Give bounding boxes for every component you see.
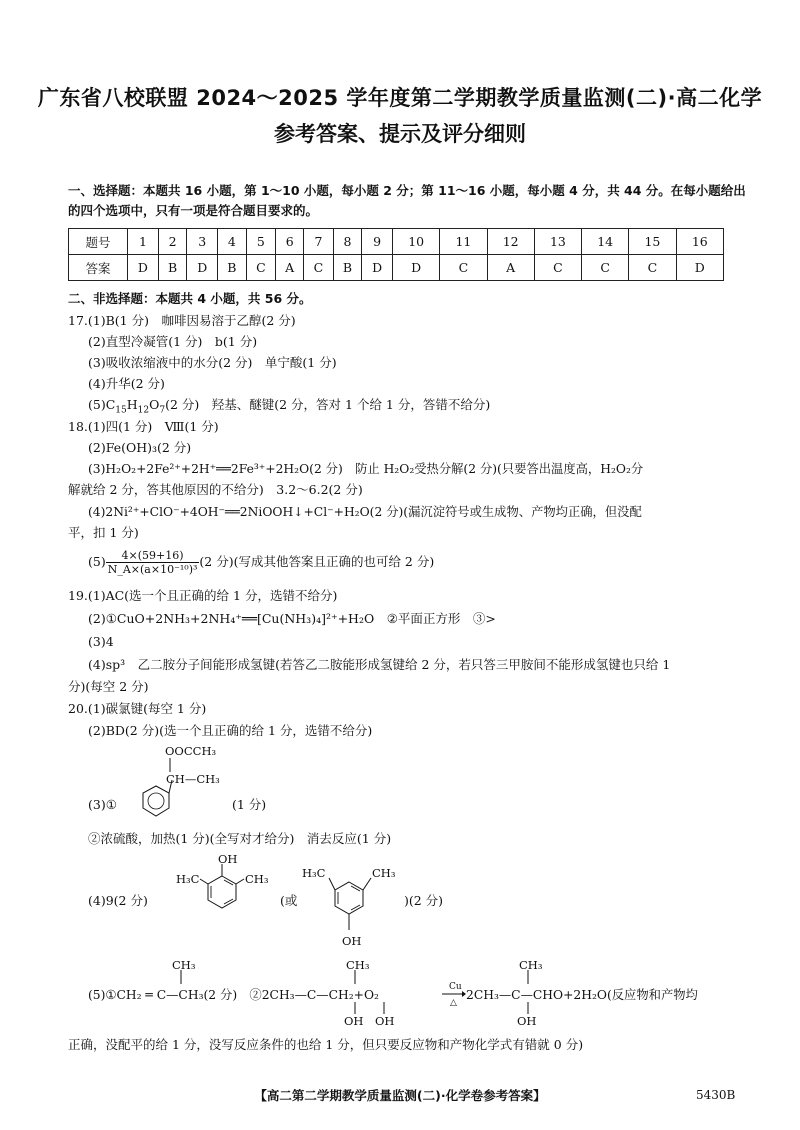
q17-line2: (2)直型冷凝管(1 分) b(1 分) <box>88 334 258 349</box>
q20-3-score: (1 分) <box>232 797 267 812</box>
q19-line1: 19.(1)AC(选一个且正确的给 1 分，选错不给分) <box>68 588 338 603</box>
question-number-cell: 10 <box>393 229 440 255</box>
answer-cell: D <box>128 255 159 281</box>
answer-cell: C <box>304 255 334 281</box>
q20-line4: ②浓硫酸，加热(1 分)(全写对才给分) 消去反应(1 分) <box>88 831 392 846</box>
q20-4-methyl-right: CH₃ <box>245 872 269 886</box>
q17-line1: 17.(1)B(1 分) 咖啡因易溶于乙醇(2 分) <box>68 313 296 328</box>
answer-cell: C <box>534 255 581 281</box>
q17-line3: (3)吸收浓缩液中的水分(2 分) 单宁酸(1 分) <box>88 355 337 370</box>
q18-line6: 平，扣 1 分) <box>68 525 139 540</box>
answer-cell: B <box>333 255 361 281</box>
q20-4-oh-top: OH <box>218 852 238 866</box>
q18-line5: (4)2Ni²⁺+ClO⁻+4OH⁻══2NiOOH↓+Cl⁻+H₂O(2 分)(漏沉淀符号或生成物、产物均正确，但没配 <box>88 505 642 519</box>
answer-cell: A <box>487 255 534 281</box>
q20-5-ch3-a: CH₃ <box>172 958 196 972</box>
answer-cell: D <box>362 255 393 281</box>
question-number-cell: 2 <box>158 229 186 255</box>
formula-part: O <box>149 397 160 412</box>
table-header-answer: 答案 <box>69 255 128 281</box>
document-code: 5430B <box>696 1088 736 1102</box>
q20-4b-phenol-structure-icon <box>325 872 375 936</box>
question-number-cell: 16 <box>676 229 723 255</box>
answer-table-row-numbers <box>69 229 724 255</box>
answer-cell: A <box>276 255 304 281</box>
q18-5-suffix: (2 分)(写成其他答案且正确的也可给 2 分) <box>199 554 435 569</box>
q19-line5: 分)(每空 2 分) <box>68 679 149 694</box>
question-number-cell: 12 <box>487 229 534 255</box>
bond-line-icon <box>350 970 360 986</box>
q20-5-oh-single: OH <box>517 1014 537 1028</box>
fraction-denominator: N_A×(a×10⁻¹⁰)³ <box>107 563 198 576</box>
answer-cell: C <box>629 255 676 281</box>
q20-4-methyl-left: H₃C <box>176 872 200 886</box>
answer-cell: D <box>393 255 440 281</box>
question-number-cell: 14 <box>582 229 629 255</box>
question-number-cell: 15 <box>629 229 676 255</box>
question-number-cell: 11 <box>440 229 487 255</box>
answer-cell: C <box>582 255 629 281</box>
q18-line7 <box>88 546 434 578</box>
formula-part: H <box>126 397 138 412</box>
answer-cell: B <box>158 255 186 281</box>
part1-instructions-line1: 一、选择题：本题共 16 小题，第 1～10 小题，每小题 2 分；第 11～16 小题，每小题 4 分，共 44 分。在每小题给出 <box>68 183 746 198</box>
q20-3-ch-ch3-group: CH—CH₃ <box>166 772 220 786</box>
q20-4-label: (4)9(2 分) <box>88 893 148 908</box>
q20-5-ch3-b: CH₃ <box>346 958 370 972</box>
bond-line-icon <box>523 970 533 986</box>
q20-4b-methyl-left: H₃C <box>302 866 326 880</box>
q17-5-answer-text: (2 分) 羟基、醚键(2 分，答对 1 个给 1 分，答错不给分) <box>165 397 491 412</box>
answer-cell: C <box>440 255 487 281</box>
q20-3-label: (3)① <box>88 797 117 812</box>
q18-line3: (3)H₂O₂+2Fe²⁺+2H⁺══2Fe³⁺+2H₂O(2 分) 防止 H₂O₂受热分解(2 分)(只要答出温度高，H₂O₂分 <box>88 462 644 476</box>
page-subtitle: 参考答案、提示及评分细则 <box>274 122 526 146</box>
q20-line1: 20.(1)碳氯键(每空 1 分) <box>68 701 207 716</box>
formula-subscript: 12 <box>137 405 150 416</box>
q20-4b-methyl-right: CH₃ <box>372 866 396 880</box>
q20-3-acetoxy-group: OOCCH₃ <box>165 744 217 758</box>
question-number-cell: 13 <box>534 229 581 255</box>
q19-line4: (4)sp³ 乙二胺分子间能形成氢键(若答乙二胺能形成氢键给 2 分，若只答三甲胺间不能形成氢键也只给 1 <box>88 657 671 672</box>
q19-line2: (2)①CuO+2NH₃+2NH₄⁺══[Cu(NH₃)₄]²⁺+H₂O ②平面正方形 ③> <box>88 611 496 626</box>
question-number-cell: 8 <box>333 229 361 255</box>
q18-line1: 18.(1)四(1 分) Ⅷ(1 分) <box>68 419 219 434</box>
formula-part: (5)C <box>88 397 116 412</box>
q20-5-oh-pair: OH OH <box>344 1014 395 1028</box>
part2-heading: 二、非选择题：本题共 4 小题，共 56 分。 <box>68 291 312 306</box>
density-fraction <box>106 549 200 576</box>
question-number-cell: 7 <box>304 229 334 255</box>
q17-line5 <box>88 396 490 420</box>
q20-5-ch3-c: CH₃ <box>519 958 543 972</box>
q20-5-products: 2CH₃—C—CHO+2H₂O(反应物和产物均 <box>466 988 698 1002</box>
question-number-cell: 9 <box>362 229 393 255</box>
q20-3-benzene-structure-icon <box>122 756 192 826</box>
formula-subscript: 15 <box>115 405 127 416</box>
q18-5-prefix: (5) <box>88 554 106 569</box>
q17-line4: (4)升华(2 分) <box>88 376 165 391</box>
q20-5-reactants: (5)①CH₂ ═ C—CH₃(2 分) ②2CH₃—C—CH₂+O₂ <box>88 988 379 1002</box>
q18-line2: (2)Fe(OH)₃(2 分) <box>88 440 192 455</box>
q20-4-score: )(2 分) <box>404 893 444 908</box>
answer-cell: D <box>676 255 723 281</box>
answer-table-row-answers <box>69 255 724 281</box>
question-number-cell: 5 <box>246 229 276 255</box>
q20-line2: (2)BD(2 分)(选一个且正确的给 1 分，选错不给分) <box>88 723 373 738</box>
heat-label: △ <box>450 998 457 1008</box>
table-header-question-number: 题号 <box>69 229 128 255</box>
q20-4-phenol-structure-icon <box>196 864 246 922</box>
fraction-numerator: 4×(59+16) <box>106 549 200 563</box>
question-number-cell: 4 <box>218 229 246 255</box>
formula-subscript: 7 <box>159 405 166 416</box>
q19-line3: (3)4 <box>88 634 114 649</box>
answer-table <box>68 228 724 281</box>
page-footer: 【高二第二学期教学质量监测(二)·化学卷参考答案】 <box>254 1088 546 1103</box>
bond-line-icon <box>176 970 186 986</box>
answer-cell: D <box>187 255 218 281</box>
answer-cell: B <box>218 255 246 281</box>
q18-line4: 解就给 2 分，答其他原因的不给分) 3.2～6.2(2 分) <box>68 482 363 497</box>
answer-cell: C <box>246 255 276 281</box>
question-number-cell: 1 <box>128 229 159 255</box>
page-title: 广东省八校联盟 2024～2025 学年度第二学期教学质量监测(二)·高二化学 <box>37 86 763 110</box>
q20-4b-oh-bottom: OH <box>342 934 362 948</box>
catalyst-label: Cu <box>449 982 462 992</box>
q20-last-line: 正确，没配平的给 1 分，没写反应条件的也给 1 分，但只要反应物和产物化学式有错就 0 分) <box>68 1037 584 1052</box>
part1-instructions-line2: 的四个选项中，只有一项是符合题目要求的。 <box>68 203 319 218</box>
question-number-cell: 6 <box>276 229 304 255</box>
q20-4-or: (或 <box>280 893 298 908</box>
question-number-cell: 3 <box>187 229 218 255</box>
